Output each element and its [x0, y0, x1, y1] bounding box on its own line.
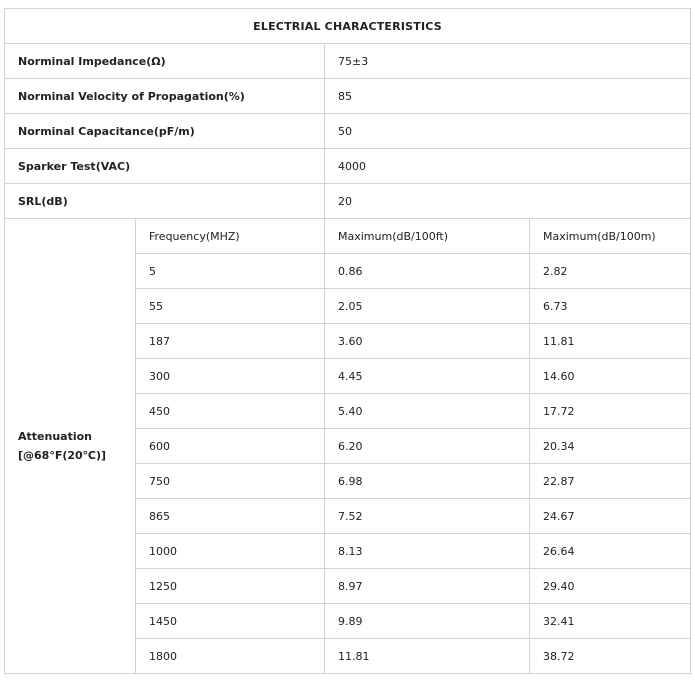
cell-max-dB-100ft: 0.86: [325, 254, 530, 289]
property-row: [5, 184, 691, 219]
cell-max-dB-100m: 20.34: [530, 429, 691, 464]
cell-max-dB-100ft: 6.98: [325, 464, 530, 499]
property-label: Norminal Capacitance(pF/m): [5, 114, 325, 149]
cell-max-dB-100m: 2.82: [530, 254, 691, 289]
cell-frequency: 1000: [136, 534, 325, 569]
cell-max-dB-100m: 22.87: [530, 464, 691, 499]
property-value: 4000: [325, 149, 691, 184]
property-label: SRL(dB): [5, 184, 325, 219]
cell-frequency: 750: [136, 464, 325, 499]
property-row: [5, 79, 691, 114]
cell-max-dB-100m: 26.64: [530, 534, 691, 569]
cell-max-dB-100m: 17.72: [530, 394, 691, 429]
cell-max-dB-100ft: 8.97: [325, 569, 530, 604]
title-row: [5, 9, 691, 44]
cell-frequency: 450: [136, 394, 325, 429]
cell-max-dB-100m: 38.72: [530, 639, 691, 674]
property-value: 50: [325, 114, 691, 149]
property-row: [5, 114, 691, 149]
property-row: [5, 149, 691, 184]
cell-frequency: 600: [136, 429, 325, 464]
cell-max-dB-100ft: 5.40: [325, 394, 530, 429]
attenuation-header-row: [5, 219, 691, 254]
cell-frequency: 1450: [136, 604, 325, 639]
cell-max-dB-100ft: 8.13: [325, 534, 530, 569]
cell-max-dB-100ft: 9.89: [325, 604, 530, 639]
cell-max-dB-100m: 29.40: [530, 569, 691, 604]
property-label: Norminal Impedance(Ω): [5, 44, 325, 79]
cell-frequency: 1800: [136, 639, 325, 674]
cell-max-dB-100ft: 4.45: [325, 359, 530, 394]
property-value: 20: [325, 184, 691, 219]
cell-frequency: 1250: [136, 569, 325, 604]
cell-max-dB-100ft: 3.60: [325, 324, 530, 359]
cell-frequency: 5: [136, 254, 325, 289]
cell-frequency: 55: [136, 289, 325, 324]
attenuation-label: [5, 219, 136, 674]
column-header-max-dB-100ft: Maximum(dB/100ft): [325, 219, 530, 254]
property-value: 75±3: [325, 44, 691, 79]
cell-max-dB-100ft: 2.05: [325, 289, 530, 324]
cell-max-dB-100m: 14.60: [530, 359, 691, 394]
cell-max-dB-100m: 24.67: [530, 499, 691, 534]
property-row: [5, 44, 691, 79]
electrical-characteristics-table: [4, 8, 691, 674]
cell-frequency: 300: [136, 359, 325, 394]
cell-max-dB-100ft: 6.20: [325, 429, 530, 464]
column-header-frequency: Frequency(MHZ): [136, 219, 325, 254]
property-label: Norminal Velocity of Propagation(%): [5, 79, 325, 114]
cell-max-dB-100m: 32.41: [530, 604, 691, 639]
cell-max-dB-100m: 11.81: [530, 324, 691, 359]
attenuation-label-line1: Attenuation: [18, 430, 92, 443]
table-title: ELECTRIAL CHARACTERISTICS: [5, 9, 691, 44]
column-header-max-dB-100m: Maximum(dB/100m): [530, 219, 691, 254]
property-label: Sparker Test(VAC): [5, 149, 325, 184]
attenuation-label-line2: [@68°F(20℃)]: [18, 449, 107, 462]
property-value: 85: [325, 79, 691, 114]
cell-frequency: 187: [136, 324, 325, 359]
cell-frequency: 865: [136, 499, 325, 534]
cell-max-dB-100m: 6.73: [530, 289, 691, 324]
cell-max-dB-100ft: 7.52: [325, 499, 530, 534]
cell-max-dB-100ft: 11.81: [325, 639, 530, 674]
